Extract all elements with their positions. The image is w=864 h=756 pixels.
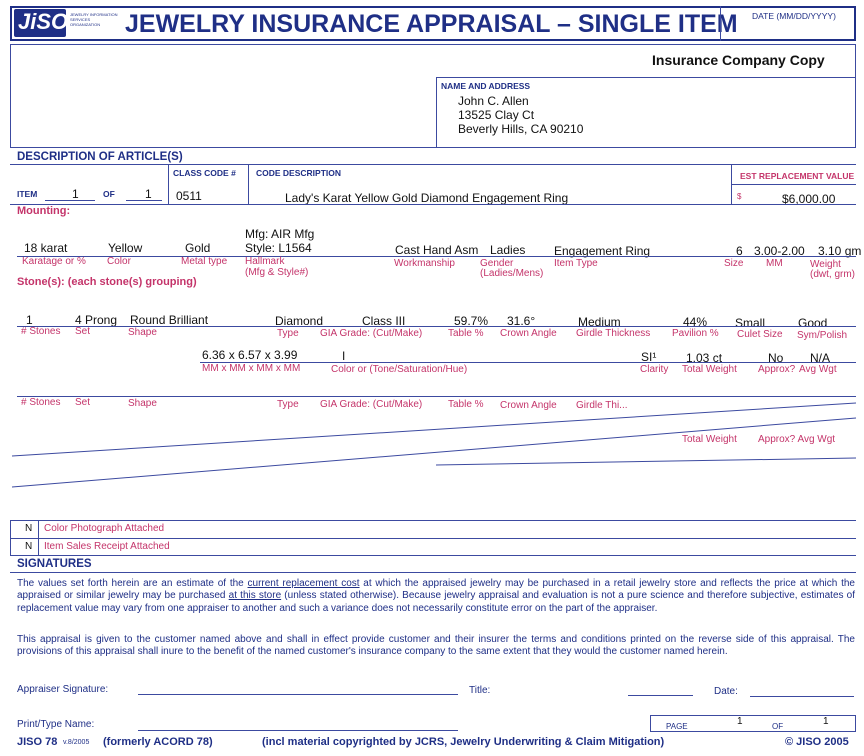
appraisal-disclaimer (17, 578, 855, 615)
mount-karatage-label: Karatage or % (22, 256, 86, 267)
stone2-total-weight-label: Total Weight (682, 364, 737, 375)
stone2-clarity-label: Clarity (640, 364, 669, 375)
mount-metal: Gold (185, 241, 211, 255)
mount-mm: 3.00-2.00 (754, 244, 805, 258)
mount-hallmark-label-1: Hallmark (245, 256, 285, 267)
stone2-color: I (342, 349, 346, 363)
item-value: 1 (72, 187, 79, 201)
para1-a: The values set forth herein are an estimate of the (17, 578, 248, 589)
stone3-crown-label: Crown Angle (500, 400, 557, 411)
footer-formerly: (formerly ACORD 78) (103, 736, 213, 748)
footer-form-id: JISO 78 (17, 736, 58, 748)
stone1-sym: Good (798, 316, 828, 330)
description-section-title: DESCRIPTION OF ARTICLE(S) (17, 151, 183, 163)
stone2-mm: 6.36 x 6.57 x 3.99 (202, 348, 298, 362)
cancel-line-3 (436, 458, 856, 465)
stone1-shape-label: Shape (128, 327, 157, 338)
stone2-color-label: Color or (Tone/Saturation/Hue) (331, 364, 468, 375)
stone3-type-label: Type (277, 399, 299, 410)
mount-metal-label: Metal type (181, 256, 228, 267)
cancel-line-2 (12, 418, 856, 487)
dollar-sign: $ (737, 192, 742, 201)
para1-u1: current replacement cost (247, 578, 360, 589)
stone3-count-label: # Stones (21, 397, 61, 408)
stones-title: Stone(s): (each stone(s) grouping) (17, 276, 197, 288)
address-line-3: Beverly Hills, CA 90210 (458, 122, 584, 136)
item-of-value: 1 (145, 187, 152, 201)
name-address-label: NAME AND ADDRESS (441, 81, 531, 91)
mount-color-label: Color (107, 256, 131, 267)
stone1-sym-label: Sym/Polish (797, 330, 848, 341)
receipt-attached-label: Item Sales Receipt Attached (44, 541, 170, 552)
stone3-shape-label: Shape (128, 398, 157, 409)
signatures-section-title: SIGNATURES (17, 558, 92, 570)
mount-size: 6 (736, 244, 743, 258)
stone1-table-label: Table % (448, 328, 484, 339)
stone3-grade-label: GIA Grade: (Cut/Make) (320, 399, 423, 410)
item-of-label: OF (103, 189, 115, 199)
stone4-approx-label: Approx? Avg Wgt (758, 434, 836, 445)
stone1-set-label: Set (75, 326, 91, 337)
mount-workmanship: Cast Hand Asm (395, 243, 479, 257)
attach-top-line (10, 520, 856, 521)
attach-mid-line (10, 538, 856, 539)
stone1-girdle-label: Girdle Thickness (576, 328, 651, 339)
mount-gender-label-1: Gender (480, 258, 514, 269)
footer-copyright: © JISO 2005 (785, 736, 849, 748)
page-value: 1 (737, 716, 743, 727)
form-title: JEWELRY INSURANCE APPRAISAL – SINGLE ITEM (125, 10, 738, 38)
stone2-approx-label: Approx? (758, 364, 796, 375)
stone2-approx: No (768, 351, 784, 365)
address-line-2: 13525 Clay Ct (458, 108, 535, 122)
title-label: Title: (469, 685, 491, 696)
page-of-label: OF (772, 722, 784, 731)
address-line-1: John C. Allen (458, 94, 529, 108)
stone1-grade: Class III (362, 314, 406, 328)
stone1-type: Diamond (275, 314, 324, 328)
stone2-total-weight: 1.03 ct (686, 351, 723, 365)
jiso-logo-org: JEWELRY INFORMATION SERVICES ORGANIZATION (70, 12, 118, 27)
photo-attached-label: Color Photograph Attached (44, 523, 165, 534)
stone1-pavilion: 44% (683, 315, 708, 329)
mount-item-type-label: Item Type (554, 258, 598, 269)
mount-item-type: Engagement Ring (554, 244, 651, 258)
receipt-attached-value[interactable]: N (25, 541, 33, 552)
copy-label: Insurance Company Copy (652, 52, 825, 68)
date-label: DATE (MM/DD/YYYY) (752, 11, 836, 21)
stone1-girdle: Medium (578, 315, 621, 329)
cancel-line-1 (12, 403, 856, 456)
stone1-count: 1 (26, 313, 33, 327)
page-of-value: 1 (823, 716, 829, 727)
date-field[interactable] (750, 696, 854, 697)
est-replacement-label: EST REPLACEMENT VALUE (740, 171, 855, 181)
mount-hallmark-label-2: (Mfg & Style#) (245, 267, 309, 278)
stone1-grade-label: GIA Grade: (Cut/Make) (320, 328, 423, 339)
mount-weight-label-2: (dwt, grm) (810, 269, 855, 280)
para1-u2: at this store (228, 590, 282, 602)
class-code-value: 0511 (176, 189, 202, 203)
stone1-table: 59.7% (454, 314, 489, 328)
stone2-avg-wgt-label: Avg Wgt (799, 364, 837, 375)
stone2-avg-wgt: N/A (810, 351, 831, 365)
stone2-clarity: SI¹ (641, 350, 657, 364)
mount-size-label: Size (724, 258, 744, 269)
footer-copyright-note: (incl material copyrighted by JCRS, Jewelry Underwriting & Claim Mitigation) (262, 736, 665, 748)
print-name-field[interactable] (138, 730, 458, 731)
stone4-total-weight-label: Total Weight (682, 434, 737, 445)
mount-mm-label: MM (766, 258, 783, 269)
mount-hallmark-2: Style: L1564 (245, 241, 312, 255)
signatures-line (10, 572, 856, 573)
mounting-title: Mounting: (17, 205, 71, 217)
page-label: PAGE (666, 722, 688, 731)
stone1-pavilion-label: Pavilion % (672, 328, 719, 339)
print-name-label: Print/Type Name: (17, 719, 95, 730)
mount-gender-label-2: (Ladies/Mens) (480, 268, 544, 279)
appraiser-signature-label: Appraiser Signature: (17, 684, 109, 695)
stone2-mm-label: MM x MM x MM x MM (202, 363, 301, 374)
photo-attached-value[interactable]: N (25, 523, 33, 534)
mount-weight: 3.10 gm (818, 244, 862, 258)
mount-workmanship-label: Workmanship (394, 258, 455, 269)
stone1-crown-label: Crown Angle (500, 328, 557, 339)
class-code-label: CLASS CODE # (173, 168, 236, 178)
footer-version: v.8/2005 (63, 739, 90, 746)
code-description-value: Lady's Karat Yellow Gold Diamond Engagement Ring (285, 191, 569, 205)
stone1-crown: 31.6° (507, 314, 536, 328)
mount-karatage: 18 karat (24, 241, 68, 255)
stone1-shape: Round Brilliant (130, 313, 209, 327)
mount-color: Yellow (108, 241, 143, 255)
para1-b: at which the appraised jewelry may be purchased in a retail jewelry store and reflects the price at which the appraised or similar jewelry may be purchased (17, 578, 855, 602)
date-field-label: Date: (714, 686, 738, 697)
stone1-count-label: # Stones (21, 326, 61, 337)
title-field[interactable] (628, 695, 693, 696)
stone1-set: 4 Prong (75, 313, 118, 327)
mount-hallmark-1: Mfg: AIR Mfg (245, 227, 315, 241)
jiso-logo-text: JiSO (18, 9, 69, 34)
stone1-type-label: Type (277, 328, 299, 339)
stone1-culet: Small (735, 316, 766, 330)
stone1-culet-label: Culet Size (737, 329, 783, 340)
code-desc-label: CODE DESCRIPTION (256, 168, 342, 178)
attach-bottom-line (10, 555, 856, 556)
mount-gender: Ladies (490, 243, 526, 257)
mount-weight-label-1: Weight (810, 259, 841, 270)
stone3-table-label: Table % (448, 399, 484, 410)
appraisal-terms: This appraisal is given to the customer named above and shall in effect provide customer and their insurer the terms and conditions printed on the reverse side of this appraisal. The provisions of this appraisal shall inure to the benefit of the named customer's insurance company to the same extent that they would the customer named herein. (17, 634, 855, 658)
para1-c: (unless stated otherwise). Because jewelry appraisal and evaluation is not a pure science and therefore subjective, estimates of replacement value may vary from one appraiser to another and such a variance does not necessarily constitute error on the part of the appraiser. (17, 590, 856, 614)
stone3-girdle-label: Girdle Thi... (576, 400, 628, 411)
item-label: ITEM (17, 189, 38, 199)
replacement-value: $6,000.00 (782, 192, 836, 206)
stone3-set-label: Set (75, 397, 91, 408)
appraiser-signature-field[interactable] (138, 694, 458, 695)
